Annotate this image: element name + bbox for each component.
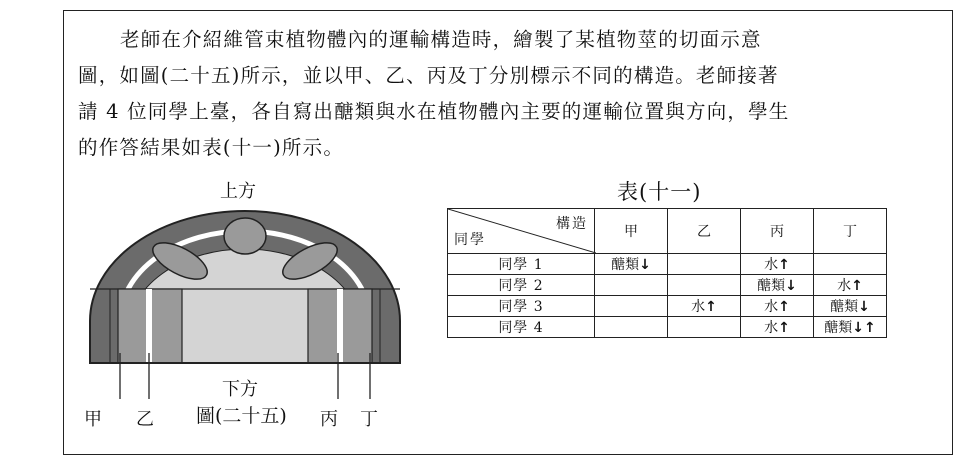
down-arrow-icon: ↓	[639, 257, 651, 273]
up-arrow-icon: ↑	[778, 320, 790, 336]
table-cell	[595, 275, 668, 296]
table-cell	[741, 317, 814, 338]
table-cell	[741, 296, 814, 317]
table-cell	[595, 254, 668, 275]
table-row	[448, 317, 887, 338]
table-cell	[741, 254, 814, 275]
table-cell	[668, 275, 741, 296]
row-label: 同學 1	[448, 254, 595, 275]
table-cell	[668, 254, 741, 275]
up-arrow-icon: ↑	[778, 299, 790, 315]
cell-text: 醣類	[824, 320, 853, 336]
up-arrow-icon: ↑	[778, 257, 790, 273]
table-cell	[814, 275, 887, 296]
marker-bing: 丙	[320, 409, 338, 430]
marker-yi: 乙	[136, 409, 154, 430]
answer-table	[447, 208, 887, 338]
paragraph-line-4: 的作答結果如表(十一)所示。	[78, 136, 345, 159]
cell-text: 水	[764, 257, 779, 273]
table-cell	[814, 296, 887, 317]
column-header-bing: 丙	[741, 209, 814, 254]
table-cell	[668, 296, 741, 317]
up-arrow-icon: ↑	[705, 299, 717, 315]
up-arrow-icon: ↑	[851, 278, 863, 294]
marker-ding: 丁	[360, 409, 378, 430]
question-paragraph	[78, 22, 944, 166]
bundle-top	[224, 218, 266, 254]
table-row	[448, 254, 887, 275]
table-cell	[814, 317, 887, 338]
marker-jia: 甲	[84, 409, 102, 430]
table-cell	[595, 317, 668, 338]
table-caption: 表(十一)	[617, 180, 702, 204]
table-header-row	[448, 209, 887, 254]
down-up-arrow-icon: ↓↑	[852, 320, 876, 336]
row-label: 同學 3	[448, 296, 595, 317]
corner-top-label: 構造	[556, 216, 588, 232]
column-header-yi: 乙	[668, 209, 741, 254]
paragraph-line-2: 圖，如圖(二十五)所示，並以甲、乙、丙及丁分別標示不同的構造。老師接著	[78, 64, 779, 87]
stem-cross-section-diagram	[80, 203, 410, 403]
top-label: 上方	[220, 181, 256, 202]
down-arrow-icon: ↓	[858, 299, 870, 315]
cell-text: 醣類	[830, 299, 859, 315]
table-row	[448, 296, 887, 317]
ring-left-strip	[146, 289, 152, 363]
cell-text: 醣類	[611, 257, 640, 273]
cell-text: 醣類	[757, 278, 786, 294]
table-cell	[668, 317, 741, 338]
paragraph-line-3: 請 4 位同學上臺，各自寫出醣類與水在植物體內主要的運輸位置與方向，學生	[78, 100, 790, 123]
row-label: 同學 2	[448, 275, 595, 296]
cell-text: 水	[691, 299, 706, 315]
cell-text: 水	[764, 320, 779, 336]
cell-text: 水	[837, 278, 852, 294]
bottom-label: 下方	[222, 379, 258, 400]
column-header-jia: 甲	[595, 209, 668, 254]
table-row	[448, 275, 887, 296]
column-header-ding: 丁	[814, 209, 887, 254]
stem-figure	[80, 165, 410, 455]
figure-caption: 圖(二十五)	[196, 405, 287, 427]
table-cell	[741, 275, 814, 296]
table-cell	[814, 254, 887, 275]
paragraph-line-1: 老師在介紹維管束植物體內的運輸構造時，繪製了某植物莖的切面示意	[120, 28, 762, 51]
row-label: 同學 4	[448, 317, 595, 338]
table-cell	[595, 296, 668, 317]
ring-right-strip	[337, 289, 343, 363]
corner-bottom-label: 同學	[454, 232, 486, 248]
cell-text: 水	[764, 299, 779, 315]
down-arrow-icon: ↓	[785, 278, 797, 294]
table-corner-cell	[448, 209, 595, 254]
